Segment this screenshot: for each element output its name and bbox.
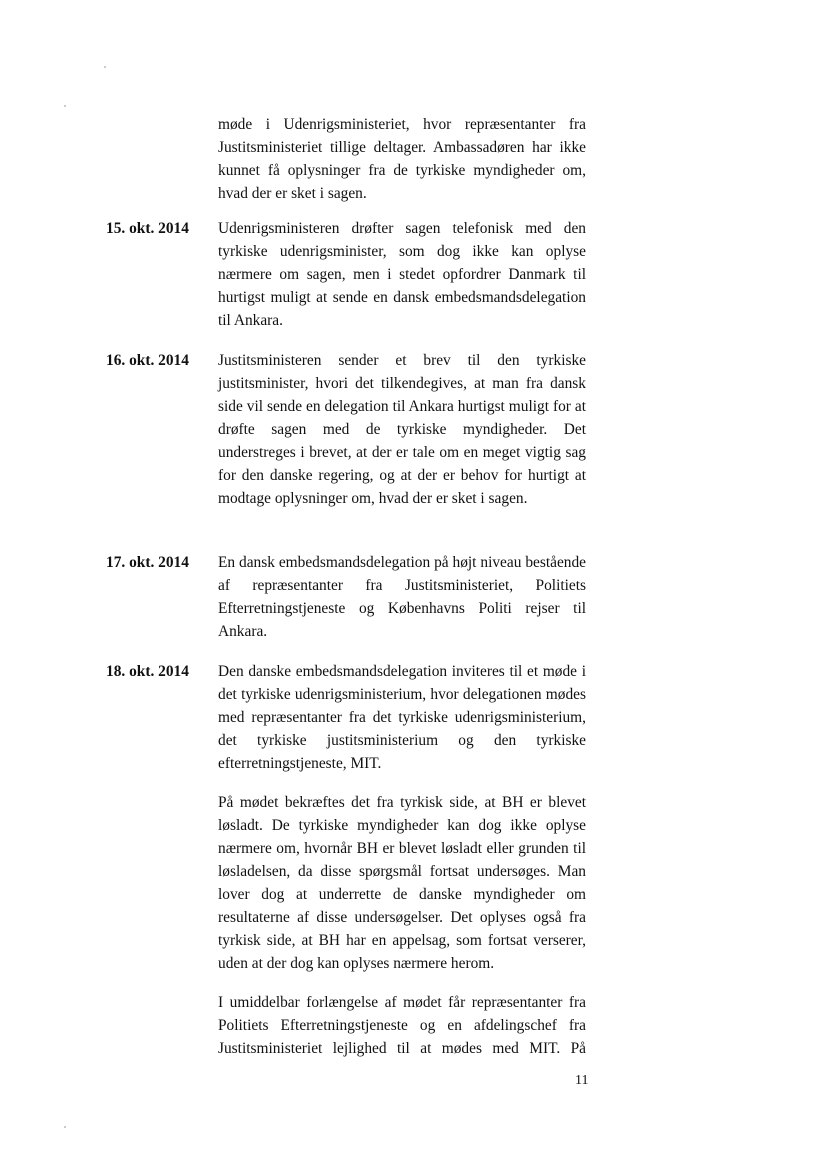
entry-date: 18. okt. 2014: [106, 663, 189, 680]
entry-text: Udenrigsministeren drøfter sagen telefonisk med den tyrkiske udenrigsminister, som dog ikke kan oplyse nærmere om sagen, men i stedet opfordrer Danmark til hurtigst muligt at sende en dansk embedsmandsdelegation til Ankara.: [218, 220, 586, 329]
scan-speck: [64, 105, 66, 107]
scan-speck: [64, 1126, 66, 1128]
entry-date: 15. okt. 2014: [106, 220, 189, 237]
entry-text: Den danske embedsmandsdelegation inviteres til et møde i det tyrkiske udenrigsministerium, hvor delegationen mødes med repræsentanter fra det tyrkiske udenrigsministerium, det tyrkiske justitsministerium og den tyrkiske efterretningstjeneste, MIT.: [218, 663, 586, 772]
entry-date: 17. okt. 2014: [106, 554, 189, 571]
entry-text: Justitsministeren sender et brev til den tyrkiske justitsminister, hvori det tilkendegives, at man fra dansk side vil sende en delegation til Ankara hurtigst muligt for at drøfte sagen med de tyrkiske myndigheder. Det understreges i brevet, at der er tale om en meget vigtig sag for den danske regering, og at der er behov for hurtigt at modtage oplysninger om, hvad der er sket i sagen.: [218, 352, 586, 507]
entry-text: En dansk embedsmandsdelegation på højt niveau bestående af repræsentanter fra Justitsministeriet, Politiets Efterretningstjeneste og Københavns Politi rejser til Ankara.: [218, 554, 586, 640]
body-paragraph: På mødet bekræftes det fra tyrkisk side, at BH er blevet løsladt. De tyrkiske myndigheder kan dog ikke oplyse nærmere om, hvornår BH er blevet løsladt eller grunden til løsladelsen, da disse spørgsmål fortsat undersøges. Man lover dog at underrette de danske myndigheder om resultaterne af disse undersøgelser. Det oplyses også fra tyrkisk side, at BH har en appelsag, som fortsat verserer, uden at der dog kan oplyses nærmere herom.: [218, 794, 586, 972]
page-number: 11: [575, 1073, 589, 1088]
body-paragraph: I umiddelbar forlængelse af mødet får repræsentanter fra Politiets Efterretningstjeneste og en afdelingschef fra Justitsministeriet lejlighed til at mødes med MIT. På: [218, 994, 586, 1057]
entry-text: møde i Udenrigsministeriet, hvor repræsentanter fra Justitsministeriet tillige deltager. Ambassadøren har ikke kunnet få oplysninger fra de tyrkiske myndigheder om, hvad der er sket i sagen.: [218, 116, 586, 202]
entry-date: 16. okt. 2014: [106, 352, 189, 369]
scan-speck: [104, 66, 106, 68]
